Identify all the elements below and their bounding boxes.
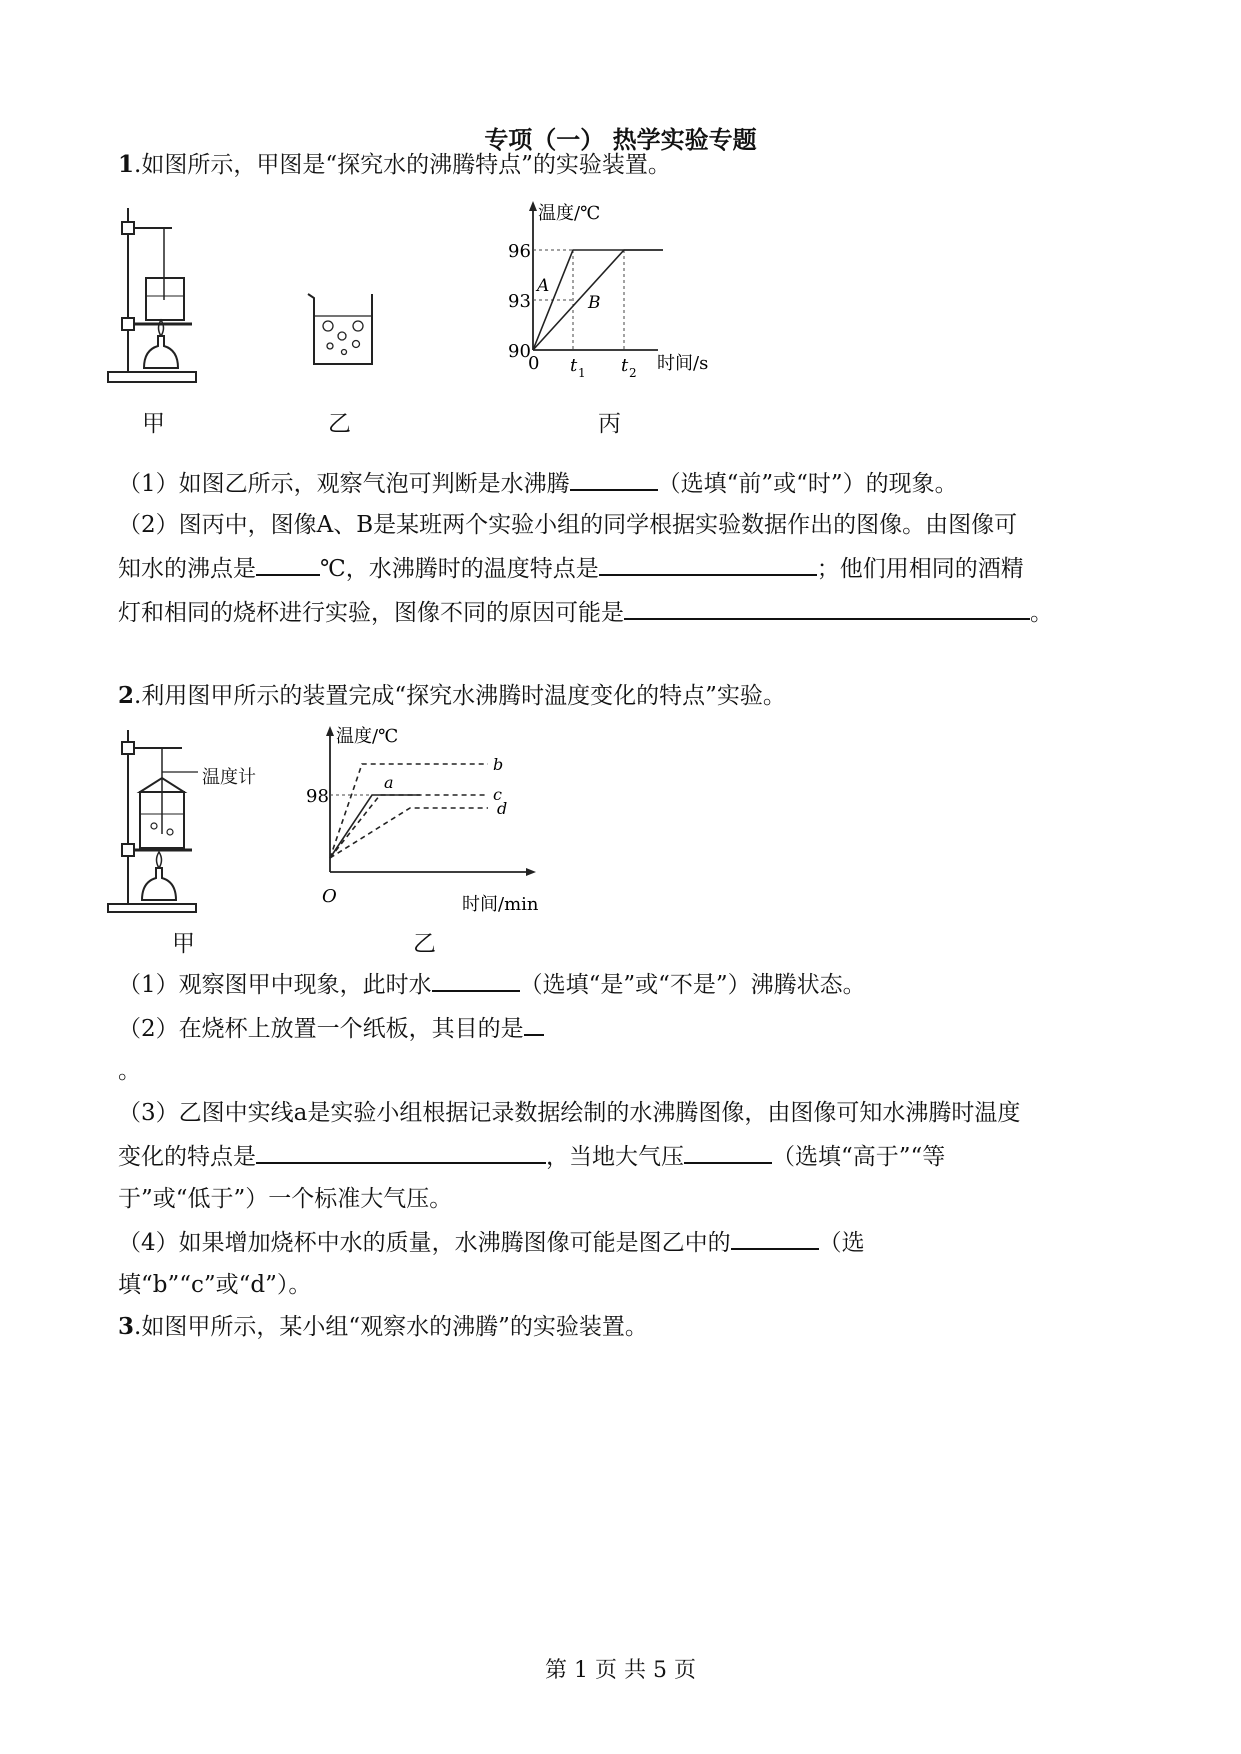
q1-chart-ytick-90: 90 <box>508 341 531 362</box>
q1-boiling-point-blank[interactable] <box>256 552 320 576</box>
q2-part2: （2）在烧杯上放置一个纸板，其目的是 <box>118 1012 544 1044</box>
q2-chart-series-c <box>330 795 488 858</box>
q1-chart-ytick-96: 96 <box>508 241 531 262</box>
q2-chart-series-label-b: b <box>493 755 504 774</box>
q1-chart-xtick-t2: t <box>621 355 629 376</box>
page-footer: 第 1 页 共 5 页 <box>545 1658 696 1683</box>
q1-chart-xtick-0: 0 <box>528 353 540 374</box>
q1-reason-blank[interactable] <box>624 596 1030 620</box>
q1-chart-series-label-b: B <box>588 293 601 313</box>
q2-part3-line1: （3）乙图中实线a是实验小组根据记录数据绘制的水沸腾图像，由图像可知水沸腾时温度 <box>118 1100 1021 1126</box>
q2-feature-blank[interactable] <box>256 1140 546 1164</box>
q2-chart-origin: O <box>322 886 337 907</box>
q1-number: 1 <box>118 151 135 178</box>
q1-chart <box>500 195 730 385</box>
q1-beaker-figure <box>300 290 380 370</box>
q2-chart-series-label-a: a <box>384 773 394 792</box>
q2-chart <box>300 720 550 920</box>
q1-chart-ylabel: 温度/℃ <box>538 203 601 224</box>
q2-fig-label-jia: 甲 <box>172 931 195 957</box>
q2-chart-series-d <box>330 808 488 858</box>
q2-part3-line2: 变化的特点是 ，当地大气压 （选填“高于”“等 <box>118 1140 945 1172</box>
q2-chart-ylabel: 温度/℃ <box>336 726 399 747</box>
q1-fig-label-bing: 丙 <box>598 411 621 437</box>
q1-temperature-feature-blank[interactable] <box>599 552 817 576</box>
q2-part2-blank[interactable] <box>524 1012 544 1036</box>
q2-number: 2 <box>118 682 135 709</box>
q2-chart-series-label-d: d <box>497 799 508 818</box>
q1-chart-xlabel: 时间/s <box>657 353 709 374</box>
beaker <box>146 278 184 320</box>
q1-part2-line1: （2）图丙中，图像A、B是某班两个实验小组的同学根据实验数据作出的图像。由图像可 <box>118 512 1018 538</box>
q3-number: 3 <box>118 1313 135 1340</box>
q2-part3-line3: 于”或“低于”）一个标准大气压。 <box>118 1186 453 1212</box>
q2-part4-line1: （4）如果增加烧杯中水的质量，水沸腾图像可能是图乙中的 （选 <box>118 1226 865 1258</box>
q2-part4-line2: 填“b”“c”或“d”）。 <box>118 1272 312 1298</box>
q2-part1: （1）观察图甲中现象，此时水 （选填“是”或“不是”）沸腾状态。 <box>118 968 866 1000</box>
q2-chart-series-label-c: c <box>493 785 502 804</box>
q1-apparatus-figure <box>100 200 210 390</box>
q2-pressure-blank[interactable] <box>684 1140 772 1164</box>
q1-chart-xtick-t2-sub: 2 <box>629 366 637 380</box>
page-title: 专项（一） 热学实验专题 <box>484 125 757 154</box>
q1-fig-label-yi: 乙 <box>328 411 351 437</box>
alcohol-lamp <box>144 336 178 368</box>
q1-chart-xtick-t1-sub: 1 <box>578 366 586 380</box>
q2-chart-xlabel: 时间/min <box>462 894 539 915</box>
stand-base <box>108 372 196 382</box>
q1-part1: （1）如图乙所示，观察气泡可判断是水沸腾 （选填“前”或“时”）的现象。 <box>118 467 958 499</box>
q2-chart-ytick-98: 98 <box>306 786 329 807</box>
q2-apparatus-figure <box>100 722 270 917</box>
thermometer-label: 温度计 <box>202 767 256 788</box>
q1-part2-line2: 知水的沸点是 ℃，水沸腾时的温度特点是 ；他们用相同的酒精 <box>118 552 1024 584</box>
q2-chart-series-a <box>330 795 420 858</box>
q3-stem: 3.如图甲所示，某小组“观察水的沸腾”的实验装置。 <box>118 1313 648 1340</box>
q1-stem: 1.如图所示，甲图是“探究水的沸腾特点”的实验装置。 <box>118 151 671 178</box>
q1-part2-line3: 灯和相同的烧杯进行实验，图像不同的原因可能是 。 <box>118 596 1053 628</box>
q1-chart-xtick-t1: t <box>570 355 578 376</box>
q1-part1-blank[interactable] <box>570 467 658 491</box>
q1-fig-label-jia: 甲 <box>142 411 165 437</box>
q1-chart-ytick-93: 93 <box>508 291 531 312</box>
q1-chart-series-label-a: A <box>537 276 550 296</box>
q2-part4-blank[interactable] <box>731 1226 819 1250</box>
q2-part2-end: 。 <box>118 1058 141 1084</box>
q2-stem: 2.利用图甲所示的装置完成“探究水沸腾时温度变化的特点”实验。 <box>118 682 786 709</box>
q2-fig-label-yi: 乙 <box>413 931 436 957</box>
q2-part1-blank[interactable] <box>432 968 520 992</box>
